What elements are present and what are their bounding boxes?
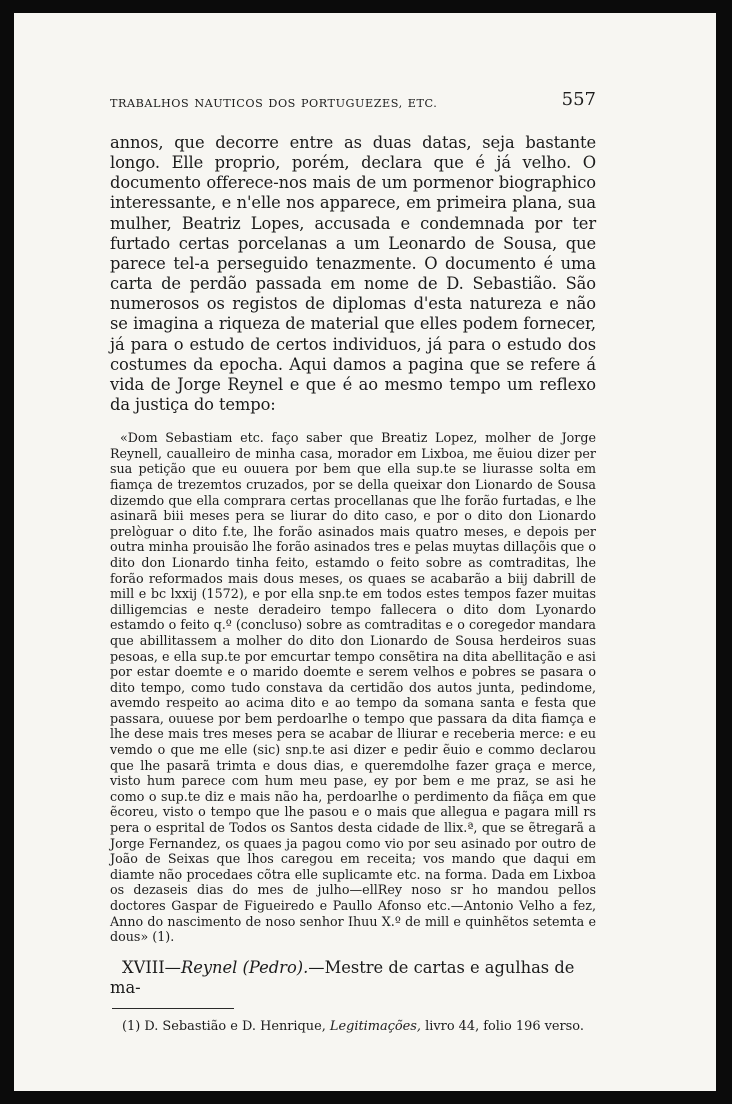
section-heading-text: —Mestre de cartas e agulhas de ma- — [110, 957, 575, 997]
footnote — [110, 1019, 596, 1035]
footnote-reference: livro 44, folio 196 verso. — [421, 1018, 584, 1034]
page-body — [110, 133, 596, 1035]
section-name: Reynel (Pedro). — [180, 957, 309, 977]
section-heading — [110, 958, 596, 998]
footnote-divider — [112, 1008, 234, 1009]
running-header — [110, 87, 596, 111]
body-paragraph: annos, que decorre entre as duas datas, seja bastante longo. Elle proprio, porém, declara que é já velho. O documento offerece-nos mais de um pormenor biographico interessante, e n'elle nos apparece, em primeira plana, sua mulher, Beatriz Lopes, accusada e condemnada por ter furtado certas porcelanas a um Leonardo de Sousa, que parece tel-a perseguido tenazmente. O documento é uma carta de perdão passada em nome de D. Sebastião. São numerosos os registos de diplomas d'esta natureza e não se imagina a riqueza de material que elles podem fornecer, já para o estudo de certos individuos, já para o estudo dos costumes da epocha. Aqui damos a pagina que se refere á vida de Jorge Reynel e que é ao mesmo tempo um reflexo da justiça do tempo: — [110, 133, 596, 415]
section-number: XVIII— — [122, 957, 181, 977]
quotation-text: «Dom Sebastiam etc. faço saber que Breatiz Lopez, molher de Jorge Reynell, caualleiro de minha casa, morador em Lixboa, me ẽuiou dizer per sua petição que eu ouuera por bem que ella sup.te se liurasse solta em fiamça de trezemtos cruzados, por se della queixar don Lionardo de Sousa dizemdo que ella comprara certas procellanas que lhe forão furtadas, e lhe asinarã biii meses pera se liurar do dito caso, e por o dito don Lionardo prelòguar o dito f.te, lhe forão asinados mais quatro meses, e depois per outra minha prouisão lhe forão asinados tres e pelas muytas dillaçõis que o dito don Lionardo tinha feito, estamdo o feito sobre as comtraditas, lhe forão reformados mais dous meses, os quaes se acabarão a biij dabrill de mill e bc lxxij (1572), e por ella snp.te em todos estes tempos fazer muitas dilligemcias e neste deradeiro tempo fallecera o dito dom Lyonardo estamdo o feito q.º (concluso) sobre as comtraditas e o coregedor mandara que abillitassem a molher do dito don Lionardo de Sousa herdeiros suas pesoas, e ella sup.te por emcurtar tempo consẽtira na dita abellitação e asi por estar doemte e o marido doemte e serem velhos e pobres se pasara o dito tempo, como tudo constava da certidão dos autos junta, pedindome, avemdo respeito ao acima dito e ao tempo da somana santa e festa que passara, ouuese por bem perdoarlhe o tempo que passara da dita fiamça e lhe dese mais tres meses pera se acabar de lliurar e receberia merce: e eu vemdo o que me elle (sic) snp.te asi dizer e pedir ẽuio e commo declarou que lhe pasarã trimta e dous dias, e queremdolhe fazer graça e merce, visto hum parece com hum meu pase, ey por bem e me praz, se asi he como o sup.te diz e mais não ha, perdoarlhe o perdimento da fiãça em que ẽcoreu, visto o tempo que lhe pasou e o mais que allegua e pagara mill rs pera o esprital de Todos os Santos desta cidade de llix.ª, que se ẽtregarã a Jorge Fernandez, os quaes ja pagou como vio por seu asinado por outro de João de Seixas que lhos caregou em receita; vos mando que daqui em diamte não procedaes cõtra elle suplicamte etc. na forma. Dada em Lixboa os dezaseis dias do mes de julho—ellRey noso sr ho mandou pellos doctores Gaspar de Figueiredo e Paullo Afonso etc.—Antonio Velho a fez, Anno do nascimento de noso senhor Ihuu X.º de mill e quinhẽtos setemta e dous» (1). — [110, 430, 596, 945]
footnote-source-title: Legitimações, — [329, 1018, 422, 1034]
document-quotation — [110, 430, 596, 945]
footnote-marker: (1) D. Sebastião e D. Henrique, — [122, 1018, 330, 1034]
page-number: 557 — [561, 89, 596, 110]
running-title: TRABALHOS NAUTICOS DOS PORTUGUEZES, ETC. — [110, 97, 438, 110]
book-page — [14, 13, 716, 1091]
